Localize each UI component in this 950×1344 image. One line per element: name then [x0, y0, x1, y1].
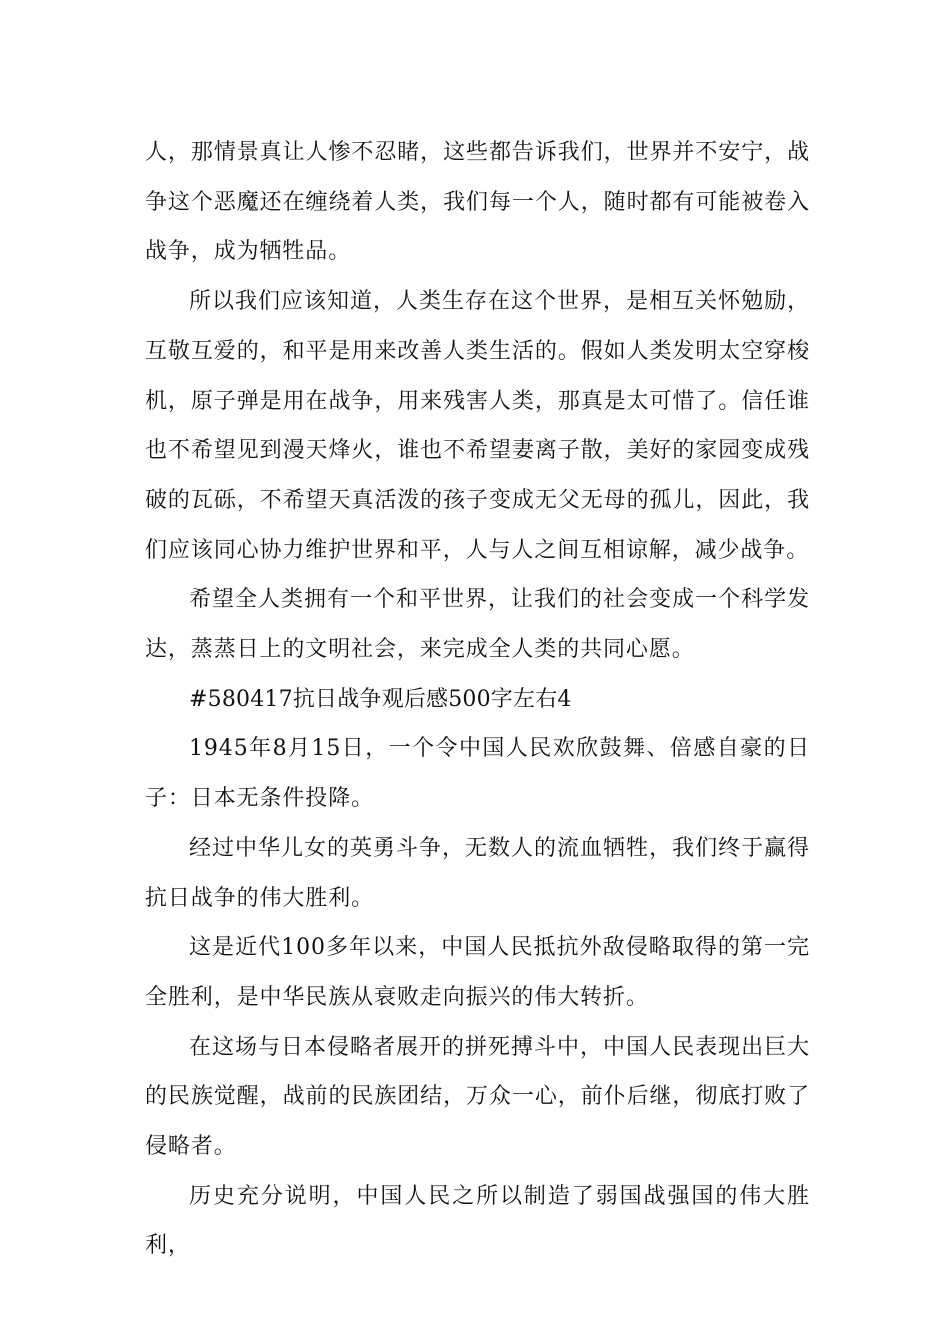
- section-heading: #580417抗日战争观后感500字左右4: [189, 686, 572, 712]
- paragraph-victory: 经过中华儿女的英勇斗争，无数人的流血牺牲，我们终于赢得抗日战争的伟大胜利。: [145, 835, 810, 911]
- paragraph-continuation: 人，那情景真让人惨不忍睹，这些都告诉我们，世界并不安宁，战争这个恶魔还在缠绕着人类，我们每一个人，随时都有可能被卷入战争，成为牺牲品。: [145, 140, 810, 265]
- paragraph-history-shows: 历史充分说明，中国人民之所以制造了弱国战强国的伟大胜利，: [145, 1183, 810, 1259]
- paragraph-peaceful-world: 希望全人类拥有一个和平世界，让我们的社会变成一个科学发达，蒸蒸日上的文明社会，来完成全人类的共同心愿。: [145, 587, 810, 663]
- paragraph-mutual-care: 所以我们应该知道，人类生存在这个世界，是相互关怀勉励，互敬互爱的，和平是用来改善人类生活的。假如人类发明太空穿梭机，原子弹是用在战争，用来残害人类，那真是太可惜了。信任谁也不希望见到漫天烽火，谁也不希望妻离子散，美好的家园变成残破的瓦砾，不希望天真活泼的孩子变成无父无母的孤儿，因此，我们应该同心协力维护世界和平，人与人之间互相谅解，减少战争。: [145, 289, 810, 563]
- paragraph-national-awakening: 在这场与日本侵略者展开的拼死搏斗中，中国人民表现出巨大的民族觉醒，战前的民族团结，万众一心，前仆后继，彻底打败了侵略者。: [145, 1034, 810, 1160]
- paragraph-turning-point: 这是近代100多年以来，中国人民抵抗外敌侵略取得的第一完全胜利，是中华民族从衰败走向振兴的伟大转折。: [145, 935, 810, 1010]
- document-body: [145, 128, 810, 1271]
- paragraph-surrender-date: 1945年8月15日，一个令中国人民欢欣鼓舞、倍感自豪的日子：日本无条件投降。: [145, 736, 810, 812]
